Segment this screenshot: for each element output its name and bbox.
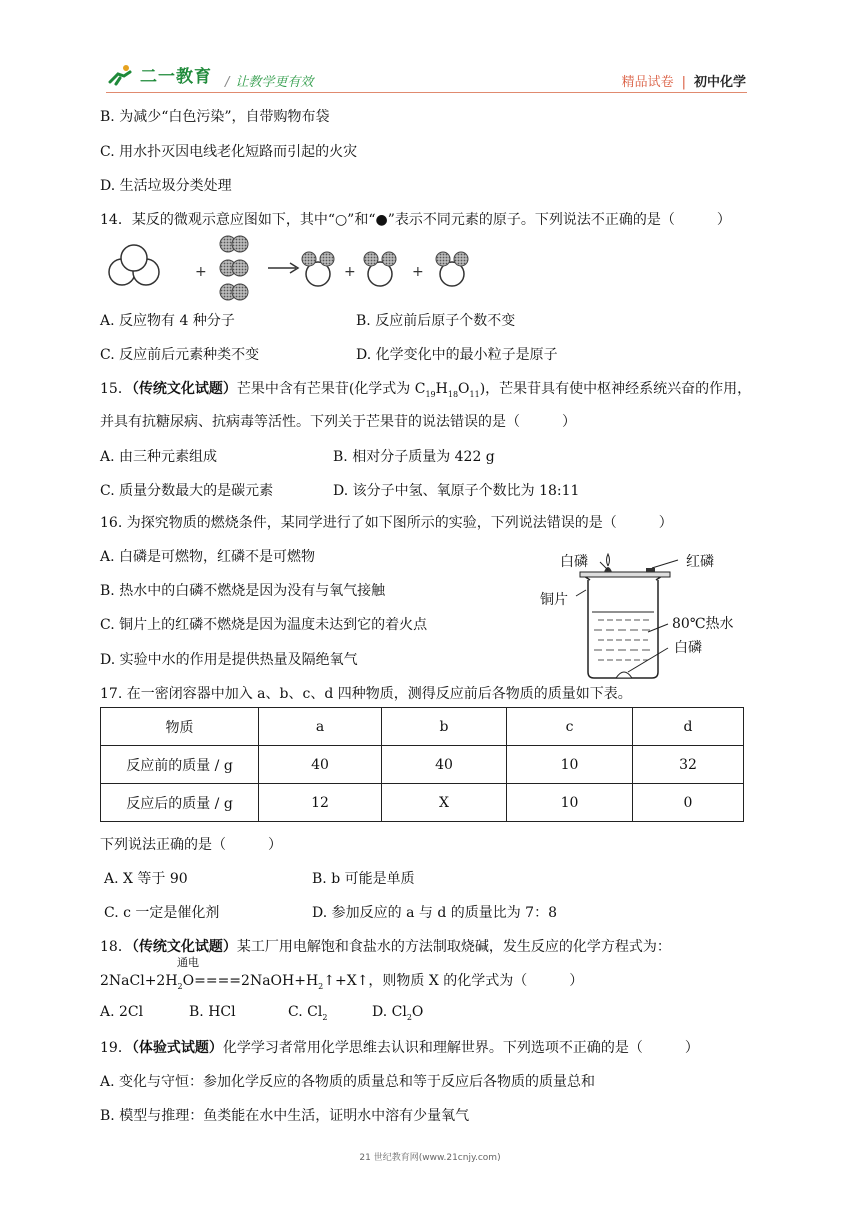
fig-label-white-phosphorus-bottom: 白磷 bbox=[674, 640, 702, 656]
q19-option-b: B. 模型与推理：鱼类能在水中生活，证明水中溶有少量氧气 bbox=[100, 1108, 470, 1124]
svg-text:+: + bbox=[344, 264, 356, 280]
q14-option-d: D. 化学变化中的最小粒子是原子 bbox=[356, 347, 558, 363]
header-right: 精品试卷 | 初中化学 bbox=[621, 75, 746, 90]
q19-stem: 19．（体验式试题）化学学习者常用化学思维去认识和理解世界。下列选项不正确的是（ ） bbox=[100, 1040, 699, 1056]
runner-logo-icon bbox=[106, 64, 136, 86]
q18-condition: 通电 bbox=[177, 956, 199, 969]
table-cell: 10 bbox=[507, 746, 633, 784]
q17-option-c: C. c 一定是催化剂 bbox=[104, 905, 220, 921]
table-cell: 反应后的质量 / g bbox=[101, 784, 259, 822]
q15-option-d: D. 该分子中氢、氧原子个数比为 18:11 bbox=[333, 483, 580, 499]
header-tag: 精品试卷 bbox=[621, 75, 674, 90]
table-cell: 0 bbox=[633, 784, 744, 822]
table-header-cell: a bbox=[259, 708, 382, 746]
q18-option-a: A. 2Cl bbox=[100, 1004, 144, 1020]
q19-option-a: A. 变化与守恒：参加化学反应的各物质的质量总和等于反应后各物质的质量总和 bbox=[100, 1074, 596, 1090]
q14-option-a: A. 反应物有 4 种分子 bbox=[100, 313, 235, 329]
q13-option-c: C. 用水扑灭因电线老化短路而引起的火灾 bbox=[100, 144, 358, 160]
q17-after: 下列说法正确的是（ ） bbox=[100, 837, 282, 853]
q16-option-d: D. 实验中水的作用是提供热量及隔绝氧气 bbox=[100, 652, 358, 668]
page-header bbox=[0, 0, 860, 100]
table-cell: X bbox=[382, 784, 507, 822]
q13-option-d: D. 生活垃圾分类处理 bbox=[100, 178, 232, 194]
table-row bbox=[101, 746, 744, 784]
table-row bbox=[101, 784, 744, 822]
q19-tag: （体验式试题） bbox=[131, 1040, 223, 1056]
q15-stem-line2: 并具有抗糖尿病、抗病毒等活性。下列关于芒果苷的说法错误的是（ ） bbox=[100, 414, 576, 430]
fig-label-hot-water: 80℃热水 bbox=[672, 616, 734, 632]
q16-option-a: A. 白磷是可燃物，红磷不是可燃物 bbox=[100, 549, 316, 565]
q15-tag: （传统文化试题） bbox=[131, 381, 237, 397]
q15-option-a: A. 由三种元素组成 bbox=[100, 449, 218, 465]
table-header-row bbox=[101, 708, 744, 746]
q15-stem-line1: 15．（传统文化试题）芒果中含有芒果苷(化学式为 $C_{19}H_{18}O_{11}$)，芒果苷具有使中枢神经系统兴奋的作用， bbox=[100, 381, 752, 399]
page-footer: 21 世纪教育网(www.21cnjy.com) bbox=[359, 1153, 501, 1163]
table-header-cell: c bbox=[507, 708, 633, 746]
table-header-cell: b bbox=[382, 708, 507, 746]
q18-equation: $2NaCl+2H_2O====2NaOH+H_2↑+X↑$，则物质 X 的化学式为（ ） bbox=[100, 973, 584, 991]
header-subject: 初中化学 bbox=[693, 75, 746, 90]
table-cell: 32 bbox=[633, 746, 744, 784]
logo bbox=[106, 62, 212, 87]
svg-text:+: + bbox=[195, 264, 207, 280]
q16-option-b: B. 热水中的白磷不燃烧是因为没有与氧气接触 bbox=[100, 583, 386, 599]
table-cell: 10 bbox=[507, 784, 633, 822]
table-cell: 反应前的质量 / g bbox=[101, 746, 259, 784]
q18-tag: （传统文化试题） bbox=[131, 939, 237, 955]
q14-option-b: B. 反应前后原子个数不变 bbox=[356, 313, 516, 329]
fig-label-white-phosphorus-top: 白磷 bbox=[560, 554, 588, 570]
q14-option-c: C. 反应前后元素种类不变 bbox=[100, 347, 260, 363]
q18-option-d: D. $Cl_2O$ bbox=[372, 1004, 424, 1022]
q15-option-c: C. 质量分数最大的是碳元素 bbox=[100, 483, 274, 499]
q13-option-b: B. 为减少“白色污染”，自带购物布袋 bbox=[100, 109, 330, 125]
svg-text:+: + bbox=[412, 264, 424, 280]
table-cell: 12 bbox=[259, 784, 382, 822]
q17-option-b: B. b 可能是单质 bbox=[312, 871, 415, 887]
header-divider bbox=[106, 92, 747, 93]
table-cell: 40 bbox=[259, 746, 382, 784]
logo-text: 二一教育 bbox=[140, 67, 212, 87]
q14-stem: 14．某反的微观示意应图如下，其中“○”和“●”表示不同元素的原子。下列说法不正确的是（ ） bbox=[100, 212, 731, 228]
q17-mass-table bbox=[100, 707, 744, 822]
table-header-cell: d bbox=[633, 708, 744, 746]
fig-label-copper: 铜片 bbox=[540, 592, 568, 608]
q18-option-c: C. $Cl_2$ bbox=[288, 1004, 328, 1022]
q17-option-a: A. X 等于 90 bbox=[104, 871, 188, 887]
q18-option-b: B. HCl bbox=[189, 1004, 236, 1020]
q16-experiment-figure bbox=[528, 540, 748, 682]
fig-label-red-phosphorus: 红磷 bbox=[686, 554, 714, 570]
table-cell: 40 bbox=[382, 746, 507, 784]
q16-stem: 16. 为探究物质的燃烧条件，某同学进行了如下图所示的实验，下列说法错误的是（ ） bbox=[100, 515, 673, 531]
slogan: / 让教学更有效 bbox=[225, 75, 314, 90]
q14-reaction-diagram bbox=[100, 232, 480, 304]
q17-option-d: D. 参加反应的 a 与 d 的质量比为 7：8 bbox=[312, 905, 557, 921]
q16-option-c: C. 铜片上的红磷不燃烧是因为温度未达到它的着火点 bbox=[100, 617, 428, 633]
q15-option-b: B. 相对分子质量为 422 g bbox=[333, 449, 495, 465]
q18-stem: 18．（传统文化试题）某工厂用电解饱和食盐水的方法制取烧碱，发生反应的化学方程式为： bbox=[100, 939, 671, 955]
q17-stem: 17. 在一密闭容器中加入 a、b、c、d 四种物质，测得反应前后各物质的质量如下表。 bbox=[100, 686, 632, 702]
table-header-cell: 物质 bbox=[101, 708, 259, 746]
